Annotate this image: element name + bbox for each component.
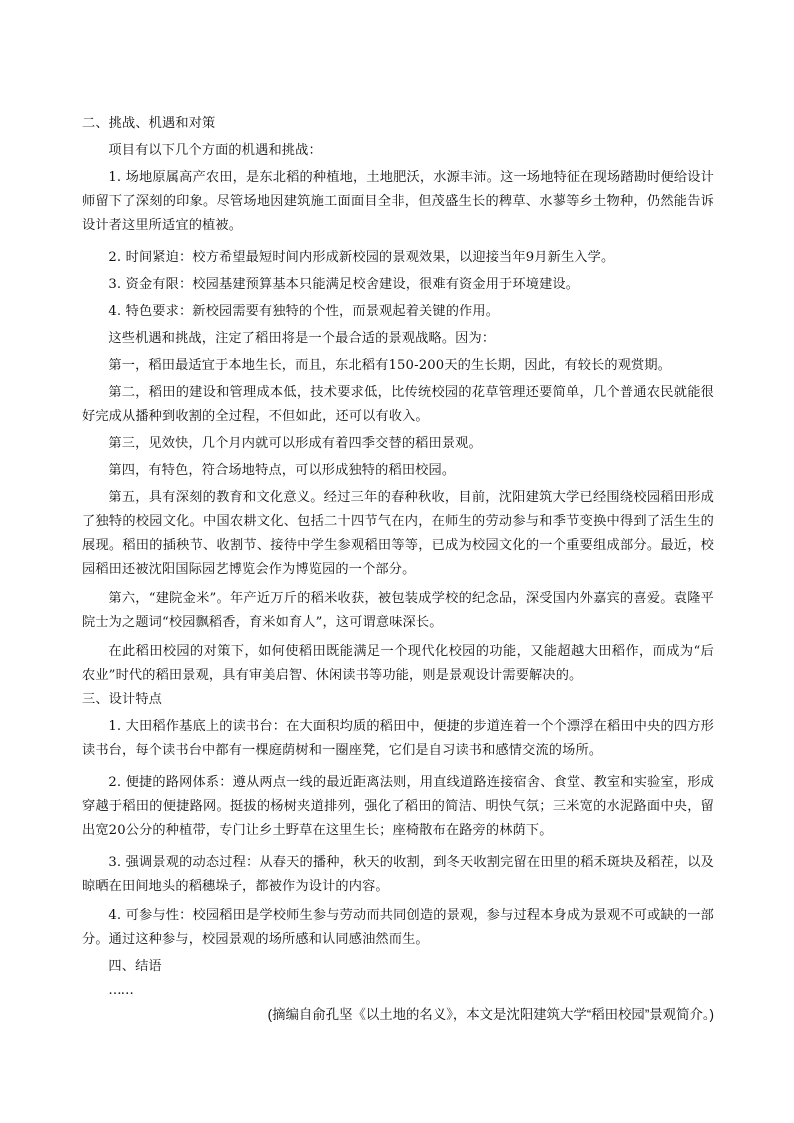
reason-5: 第五，具有深刻的教育和文化意义。经过三年的春种秋收，目前，沈阳建筑大学已经围绕校园稻田形成了独特的校园文化。中国农耕文化、包括二十四节气在内，在师生的劳动参与和季节变换中得到了活生生的展现。稻田的插秧节、收割节、接待中学生参观稻田等等，已成为校园文化的一个重要组成部分。最近，校园稻田还被沈阳国际园艺博览会作为博览园的一个部分。: [82, 490, 714, 577]
section-heading-design-features: 三、设计特点: [82, 692, 163, 707]
feature-3: 3. 强调景观的动态过程：从春天的播种，秋天的收割，到冬天收割完留在田里的稻禾斑块及稻茬，以及晾晒在田间地头的稻穗垛子，都被作为设计的内容。: [82, 855, 714, 894]
reason-1: 第一，稻田最适宜于本地生长，而且，东北稻有150-200天的生长期，因此，有较长的观赏期。: [108, 358, 672, 373]
conclusion-ellipsis: ……: [108, 983, 133, 998]
reason-3: 第三，见效快，几个月内就可以形成有着四季交替的稻田景观。: [108, 436, 482, 451]
feature-4: 4. 可参与性：校园稻田是学校师生参与劳动而共同创造的景观，参与过程本身成为景观不可或缺的一部分。通过这种参与，校园景观的场所感和认同感油然而生。: [82, 908, 714, 947]
reason-4: 第四，有特色，符合场地特点，可以形成独特的稻田校园。: [108, 463, 456, 478]
challenge-item-1: 1. 场地原属高产农田，是东北稻的种植地，土地肥沃，水源丰沛。这一场地特征在现场踏勘时便给设计师留下了深刻的印象。尽管场地因建筑施工面面目全非，但茂盛生长的稗草、水蓼等乡土物种，仍然能告诉设计者这里所适宜的植被。: [82, 170, 714, 233]
section-heading-challenges: 二、挑战、机遇和对策: [82, 116, 216, 131]
feature-2: 2. 便捷的路网体系：遵从两点一线的最近距离法则，用直线道路连接宿舍、食堂、教室和实验室，形成穿越于稻田的便捷路网。挺拔的杨树夹道排列，强化了稻田的简洁、明快气氛；三米宽的水泥路面中央，留出宽20公分的种植带，专门让乡土野草在这里生长；座椅散布在路旁的林荫下。: [82, 775, 714, 838]
feature-1: 1. 大田稻作基底上的读书台：在大面积均质的稻田中，便捷的步道连着一个个漂浮在稻田中央的四方形读书台，每个读书台中都有一棵庭荫树和一圈座凳，它们是自习读书和感情交流的场所。: [82, 719, 714, 758]
reason-6: 第六，“建院金米”。年产近万斤的稻米收获，被包装成学校的纪念品，深受国内外嘉宾的喜爱。袁隆平院士为之题词“校园飘稻香，育米如育人”，这可谓意味深长。: [82, 591, 714, 630]
challenge-item-3: 3. 资金有限：校园基建预算基本只能满足校舍建设，很难有资金用于环境建设。: [108, 277, 580, 292]
source-note: (摘编自俞孔坚《以土地的名义》，本文是沈阳建筑大学“稻田校园”景观简介。): [267, 1007, 714, 1022]
challenge-item-2: 2. 时间紧迫：校方希望最短时间内形成新校园的景观效果，以迎接当年9月新生入学。: [108, 250, 615, 265]
challenges-intro: 项目有以下几个方面的机遇和挑战：: [108, 143, 322, 158]
section-heading-conclusion: 四、结语: [108, 959, 162, 974]
strategy-paragraph: 在此稻田校园的对策下，如何使稻田既能满足一个现代化校园的功能，又能超越大田稻作，而成为“后农业”时代的稻田景观，具有审美启智、休闲读书等功能，则是景观设计需要解决的。: [82, 644, 714, 683]
reason-2: 第二，稻田的建设和管理成本低，技术要求低，比传统校园的花草管理还要简单，几个普通农民就能很好完成从播种到收割的全过程，不但如此，还可以有收入。: [82, 385, 714, 424]
reasons-intro: 这些机遇和挑战，注定了稻田将是一个最合适的景观战略。因为：: [108, 331, 496, 346]
article-body: [82, 112, 714, 1027]
challenge-item-4: 4. 特色要求：新校园需要有独特的个性，而景观起着关键的作用。: [108, 304, 500, 319]
